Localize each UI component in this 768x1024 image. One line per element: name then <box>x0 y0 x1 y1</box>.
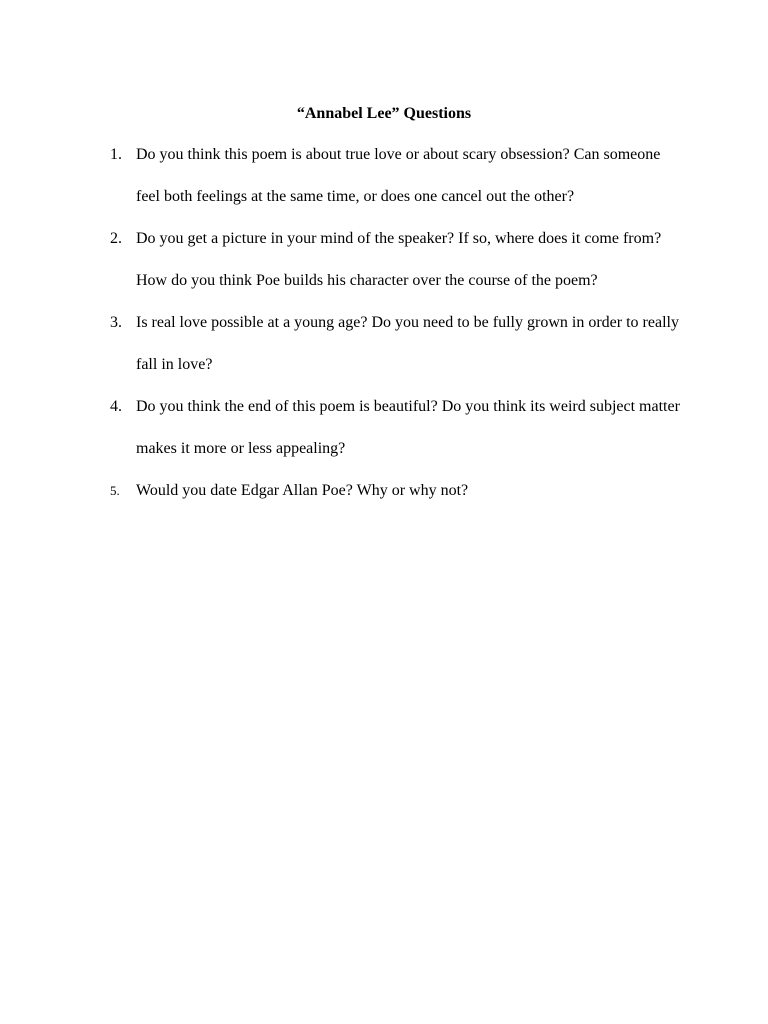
question-number-2: 2. <box>110 230 122 247</box>
question-number-5: 5. <box>110 483 120 498</box>
question-number-4: 4. <box>110 398 122 415</box>
question-text-2: Do you get a picture in your mind of the speaker? If so, where does it come from? How do you think Poe builds his character over the course of the poem? <box>136 230 662 289</box>
question-item-4 <box>110 386 680 470</box>
question-number-1: 1. <box>110 146 122 163</box>
question-text-5: Would you date Edgar Allan Poe? Why or why not? <box>136 482 469 499</box>
question-item-1 <box>110 134 680 218</box>
question-text-1: Do you think this poem is about true love or about scary obsession? Can someone feel both feelings at the same time, or does one cancel out the other? <box>136 146 661 205</box>
question-number-3: 3. <box>110 314 122 331</box>
question-text-3: Is real love possible at a young age? Do you need to be fully grown in order to really fall in love? <box>136 314 679 373</box>
question-item-5 <box>110 470 680 512</box>
question-item-3 <box>110 302 680 386</box>
document-title: “Annabel Lee” Questions <box>296 104 472 122</box>
questions-list <box>110 134 680 512</box>
question-item-2 <box>110 218 680 302</box>
question-text-4: Do you think the end of this poem is beautiful? Do you think its weird subject matter makes it more or less appealing? <box>136 398 680 457</box>
